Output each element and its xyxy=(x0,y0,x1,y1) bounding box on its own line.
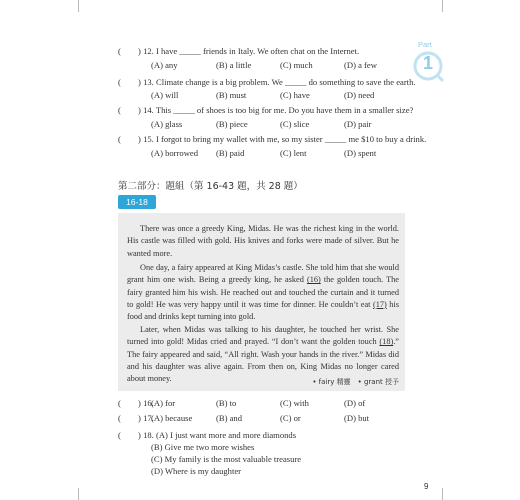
option-d[interactable]: (D) need xyxy=(344,90,375,100)
crop-mark xyxy=(78,0,79,12)
question-number: 13. xyxy=(143,77,154,87)
option-a[interactable]: (A) glass xyxy=(151,119,183,129)
question-number: 16. xyxy=(143,398,154,408)
paragraph-text: Later, when Midas was talking to his daughter, he touched her wrist. She turned into gold! Midas cried and prayed. “I don’t want the golden touch xyxy=(127,325,399,347)
paragraph-text: the golden touch. The fairy granted him his wish. He reached out and touched the curtain and it turned to gold! He was very happy until it was time for dinner. He couldn’t eat xyxy=(127,275,399,309)
part-number: 1 xyxy=(423,53,434,73)
option-a[interactable]: (A) any xyxy=(151,60,178,70)
crop-mark xyxy=(442,488,443,500)
option-d[interactable]: (D) pair xyxy=(344,119,372,129)
option-c[interactable]: (C) or xyxy=(280,413,301,423)
question-number: 12. xyxy=(143,46,154,56)
part-label: Part xyxy=(418,40,432,49)
option-a[interactable]: (A) for xyxy=(151,398,176,408)
option-c[interactable]: (C) slice xyxy=(280,119,310,129)
option-d[interactable]: (D) Where is my daughter xyxy=(151,466,242,476)
option-b[interactable]: (B) a little xyxy=(216,60,252,70)
option-c[interactable]: (C) with xyxy=(280,398,309,408)
answer-paren[interactable]: ( ) xyxy=(118,46,141,56)
question-17 xyxy=(118,413,154,424)
question-16 xyxy=(118,398,154,409)
option-b[interactable]: (B) paid xyxy=(216,148,245,158)
option-b[interactable]: (B) piece xyxy=(216,119,248,129)
answer-paren[interactable]: ( ) xyxy=(118,105,141,115)
reading-passage xyxy=(118,213,405,391)
section-title: 第二部分：題組（第 16-43 題，共 28 題） xyxy=(118,181,303,192)
question-18 xyxy=(118,430,296,441)
answer-paren[interactable]: ( ) xyxy=(118,430,141,440)
blank-16: (16) xyxy=(306,275,321,285)
answer-paren[interactable]: ( ) xyxy=(118,413,141,423)
option-d[interactable]: (D) but xyxy=(344,413,370,423)
option-b[interactable]: (B) to xyxy=(216,398,237,408)
page-number: 9 xyxy=(424,482,429,491)
passage-paragraph-1 xyxy=(127,223,399,260)
option-b[interactable]: (B) Give me two more wishes xyxy=(151,442,255,452)
option-c[interactable]: (C) have xyxy=(280,90,310,100)
option-a[interactable]: (A) borrowed xyxy=(151,148,199,158)
paragraph-text: .” The fairy appeared and said, “All right. Wash your hands in the river.” Midas did and his daughter was alive again. From then on, King Midas no longer cared about money. xyxy=(127,337,399,384)
question-14 xyxy=(118,105,413,116)
blank-17: (17) xyxy=(372,299,387,309)
option-b[interactable]: (B) must xyxy=(216,90,247,100)
question-13 xyxy=(118,77,416,88)
question-number: 14. xyxy=(143,105,154,115)
option-a[interactable]: (A) I just want more and more diamonds xyxy=(155,430,297,440)
answer-paren[interactable]: ( ) xyxy=(118,398,141,408)
question-12 xyxy=(118,46,359,57)
option-c[interactable]: (C) lent xyxy=(280,148,307,158)
option-d[interactable]: (D) a few xyxy=(344,60,377,70)
crop-mark xyxy=(78,488,79,500)
question-number: 15. xyxy=(143,134,154,144)
vocabulary-note: • fairy 精靈 • grant 授予 xyxy=(312,378,399,386)
option-a[interactable]: (A) will xyxy=(151,90,179,100)
passage-paragraph-2 xyxy=(127,262,399,323)
question-number: 17. xyxy=(143,413,154,423)
answer-paren[interactable]: ( ) xyxy=(118,134,141,144)
blank-18: (18) xyxy=(379,337,394,347)
question-number: 18. xyxy=(143,430,154,440)
paragraph-text: One day, a fairy appeared at King Midas’s castle. She told him that she would grant him one wish. Being a greedy king, he asked xyxy=(127,263,399,285)
question-range-tag: 16-18 xyxy=(118,195,156,209)
question-stem: Climate change is a big problem. We _____ do something to save the earth. xyxy=(155,77,416,87)
question-stem: I forgot to bring my wallet with me, so my sister _____ me $10 to buy a drink. xyxy=(155,134,427,144)
option-a[interactable]: (A) because xyxy=(151,413,193,423)
question-15 xyxy=(118,134,426,145)
option-d[interactable]: (D) spent xyxy=(344,148,377,158)
crop-mark xyxy=(442,0,443,12)
answer-paren[interactable]: ( ) xyxy=(118,77,141,87)
paragraph-text: There was once a greedy King, Midas. He was the richest king in the world. His castle was filled with gold. His knives and forks were made of silver. But he wanted more. xyxy=(127,224,399,258)
option-d[interactable]: (D) of xyxy=(344,398,366,408)
option-b[interactable]: (B) and xyxy=(216,413,243,423)
paragraph-text: his food and drinks kept turning into gold. xyxy=(127,299,399,322)
question-stem: I have _____ friends in Italy. We often chat on the Internet. xyxy=(155,46,360,56)
question-stem: This _____ of shoes is too big for me. Do you have them in a smaller size? xyxy=(155,105,414,115)
option-c[interactable]: (C) much xyxy=(280,60,313,70)
option-c[interactable]: (C) My family is the most valuable treasure xyxy=(151,454,302,464)
